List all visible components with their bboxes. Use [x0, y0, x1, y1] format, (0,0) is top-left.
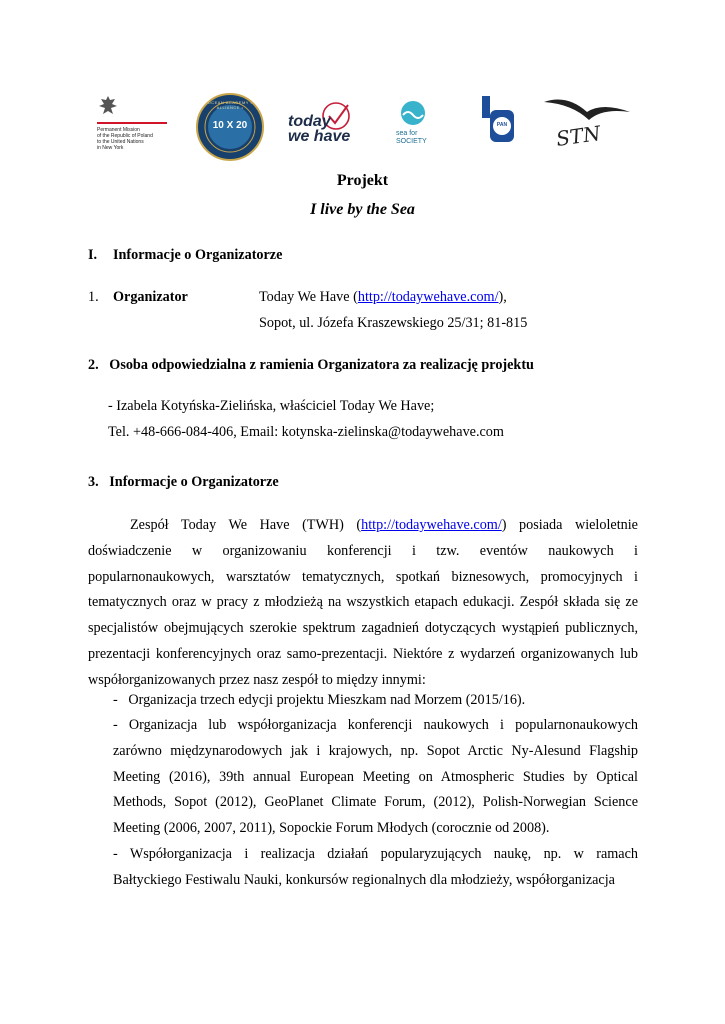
paragraph-line: specjalistów obejmujących szerokie spektrum zagadnień dotyczących wystąpień publicznych,: [88, 620, 638, 637]
p1-prefix: Zespół Today We Have (TWH) (: [130, 517, 362, 533]
today-we-have-logo: [288, 100, 368, 150]
wave-circle-icon: [398, 98, 428, 128]
badge-center-text: 10 X 20: [212, 120, 248, 131]
paragraph-line: tematycznych oraz w pracy z młodzieżą na wszystkich etapach edukacji. Zespół składa się ze: [88, 594, 638, 611]
page-title: Projekt: [336, 172, 389, 189]
ocean-badge-logo: [195, 92, 265, 162]
sea-line2: SOCIETY: [396, 138, 427, 145]
paragraph-line: prezentacji konferencyjnych oraz samo-prezentacji. Niektóre z wydarzeń organizowanych lub: [88, 645, 638, 662]
section3-body: [88, 513, 638, 694]
eagle-emblem-icon: [97, 94, 119, 118]
mission-red-line: [97, 122, 167, 124]
mission-line: of the Republic of Poland: [97, 133, 153, 139]
organizer-name-text: Today We Have (: [259, 289, 358, 305]
section2-heading: 2. Osoba odpowiedzialna z ramienia Organizatora za realizację projektu: [88, 357, 534, 373]
mission-line: Permanent Mission: [97, 127, 140, 133]
bullet-line: Bałtyckiego Festiwalu Nauki, konkursów regionalnych dla młodzieży, współorganizacja: [113, 871, 615, 888]
mission-line: to the United Nations: [97, 139, 144, 145]
responsible-person: - Izabela Kotyńska-Zielińska, właściciel Today We Have;: [108, 398, 435, 414]
bullet-line: Meeting (2006, 2007, 2011), Sopockie Forum Młodych (corocznie od 2008).: [113, 820, 550, 837]
badge-ring-text: OCEAN ACADEMY • ALLIANCE •: [207, 100, 253, 110]
bullet-line: Methods, Sopot (2012), GeoPlanet Climate Forum, (2012), Polish-Norwegian Science: [113, 794, 638, 811]
section3-heading: 3. Informacje o Organizatorze: [88, 474, 279, 490]
pan-logo: [480, 96, 516, 146]
bullet-item-3: [113, 842, 638, 894]
bullet-line: Meeting (2016), 39th annual European Meeting on Atmospheric Studies by Optical: [113, 768, 638, 785]
pan-label: PAN: [496, 122, 508, 128]
project-subtitle: I live by the Sea: [310, 201, 415, 218]
stn-logo: [542, 92, 632, 154]
organizer-label: Organizator: [113, 289, 188, 305]
bullet-line: zarówno międzynarodowych jak i krajowych, np. Sopot Arctic Ny-Alesund Flagship: [113, 742, 638, 759]
bullet-line: - Współorganizacja i realizacja działań popularyzujących naukę, np. w ramach: [113, 846, 638, 862]
contact-info: Tel. +48-666-084-406, Email: kotynska-zielinska@todaywehave.com: [108, 424, 504, 440]
organizer-number: 1.: [88, 289, 99, 305]
sea-for-society-logo: [394, 98, 444, 153]
paragraph-first-line: [88, 513, 638, 539]
today-line2: we have: [288, 128, 351, 145]
logo-row: [0, 90, 725, 170]
bullet-item-1: - Organizacja trzech edycji projektu Mieszkam nad Morzem (2015/16).: [113, 692, 526, 708]
pan-emblem-icon: [480, 96, 516, 144]
paragraph-line: współorganizowanych przez nasz zespół to między innymi:: [88, 671, 426, 688]
sea-line1: sea for: [396, 130, 418, 137]
stn-label: STN: [554, 121, 603, 151]
bullet-line: - Organizacja lub współorganizacja konferencji naukowych i popularnonaukowych: [113, 717, 638, 733]
bullet-item-2: [113, 713, 638, 842]
mission-line: in New York: [97, 145, 124, 151]
today-line1: today: [288, 113, 331, 130]
mission-logo: [92, 94, 172, 160]
organizer-url-link[interactable]: http://todaywehave.com/: [357, 289, 499, 305]
section1-heading: Informacje o Organizatorze: [113, 247, 283, 263]
organizer-name-suffix: ),: [498, 289, 507, 305]
twh-url-link[interactable]: http://todaywehave.com/: [361, 517, 502, 533]
organizer-address: Sopot, ul. Józefa Kraszewskiego 25/31; 81-815: [259, 315, 528, 331]
section1-number: I.: [88, 247, 98, 263]
organizer-name: [259, 289, 507, 306]
p1-suffix: ) posiada wieloletnie: [501, 517, 638, 533]
paragraph-line: doświadczenie w organizowaniu konferencji i tzw. eventów naukowych i: [88, 542, 638, 559]
paragraph-line: popularnonaukowych, warsztatów tematycznych, spotkań biznesowych, promocyjnych i: [88, 568, 638, 585]
